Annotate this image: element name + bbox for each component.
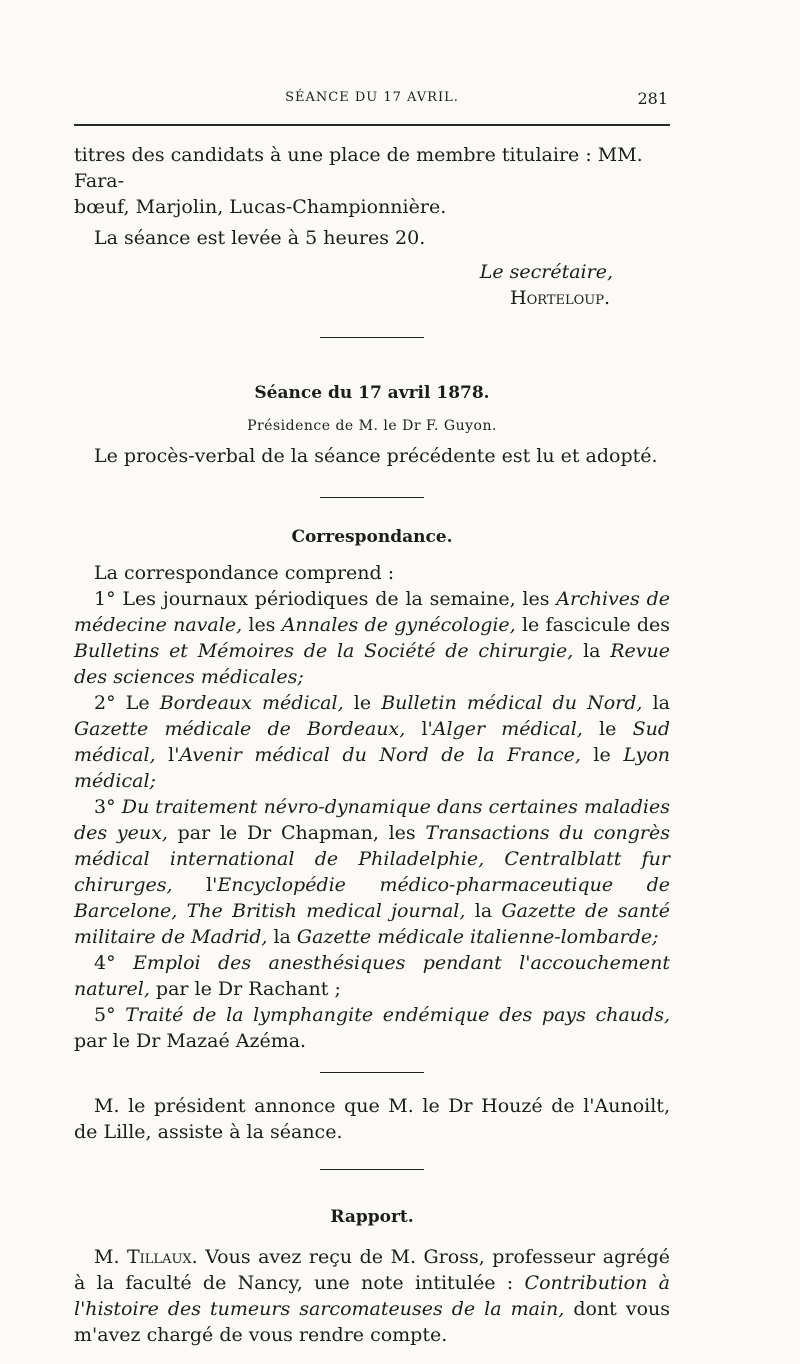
correspondance-item-1 [74,586,670,690]
running-title: SÉANCE DU 17 AVRIL. [285,90,459,105]
item-1-title-4: Revue des sciences médicales; [74,640,671,688]
closing-line-2: bœuf, Marjolin, Lucas-Championnière. [74,196,447,218]
item-4-sep-1: par le Dr Rachant ; [149,978,341,1000]
separator-rule-2 [320,497,424,498]
signature-role [74,259,670,285]
rapport-text-2: dont vous m'avez chargé de vous rendre compte. [74,1298,670,1346]
item-3-sep-1: par le Dr Chapman, les [167,822,426,844]
item-1-title-3: Bulletins et Mémoires de la Société de chirurgie, [74,640,574,662]
signature-role-text: Le secrétaire, [479,261,613,283]
running-head [74,90,670,114]
page-number: 281 [637,89,668,108]
item-3-title-2: Transactions du congrès médical international de Philadelphie, Centralblatt fur chirurges, [74,822,670,896]
session-title: Séance du 17 avril 1878. [254,383,490,403]
body-text [74,142,670,1348]
correspondance-item-5 [74,1002,670,1054]
item-2-sep-1: le [343,692,382,714]
rapport-speaker: M. Tillaux. [94,1246,198,1268]
item-2-title-6: Avenir médical du Nord de la France, [179,744,581,766]
item-3-sep-4: la [267,926,297,948]
correspondance-item-4 [74,950,670,1002]
item-4-lead: 4° [94,952,133,974]
rapport-paragraph [74,1244,670,1348]
item-2-sep-3: l' [405,718,433,740]
rapport-note-title: Contribution à l'histoire des tumeurs sarcomateuses de la main, [74,1272,671,1320]
item-2-sep-2: la [642,692,670,714]
item-1-sep-1: les [242,614,282,636]
correspondance-intro: La correspondance comprend : [94,562,395,584]
item-2-title-3: Gazette médicale de Bordeaux, [74,718,406,740]
item-2-lead: 2° Le [94,692,160,714]
item-2-title-2: Bulletin médical du Nord, [381,692,643,714]
separator-rule-4 [320,1169,424,1170]
item-2-sep-5: l' [155,744,180,766]
item-4-title-1: Emploi des anesthésiques pendant l'accouchement naturel, [74,952,670,1000]
item-1-lead: 1° Les journaux périodiques de la semaine, les [94,588,557,610]
announcement: M. le président annonce que M. le Dr Houzé de l'Aunoilt, de Lille, assiste à la séance. [74,1095,670,1143]
item-5-sep-1: par le Dr Mazaé Azéma. [74,1030,307,1052]
rapport-text-1: Vous avez reçu de M. Gross, professeur agrégé à la faculté de Nancy, une note intitulée : [74,1246,670,1294]
rapport-heading: Rapport. [330,1207,414,1227]
header-rule [74,124,670,126]
item-1-sep-2: le fascicule des [515,614,670,636]
session-presidency: Présidence de M. le Dr F. Guyon. [247,418,497,434]
item-3-title-4: Gazette de santé militaire de Madrid, [74,900,670,948]
correspondance-item-2 [74,690,670,794]
separator-rule-3 [320,1072,424,1073]
separator-rule-1 [320,337,424,338]
correspondance-heading: Correspondance. [291,527,453,547]
adjourn-line: La séance est levée à 5 heures 20. [94,227,426,249]
item-2-sep-6: le [580,744,624,766]
closing-line-1: titres des candidats à une place de membre titulaire : MM. Fara- [74,144,643,192]
item-3-title-1: Du traitement névro-dynamique dans certaines maladies des yeux, [74,796,670,844]
minutes-line: Le procès-verbal de la séance précédente est lu et adopté. [94,445,658,467]
item-1-title-2: Annales de gynécologie, [281,614,516,636]
item-3-title-5: Gazette médicale italienne-lombarde; [296,926,659,948]
item-2-title-1: Bordeaux médical, [159,692,344,714]
item-2-title-4: Alger médical, [432,718,583,740]
item-1-title-1: Archives de médecine navale, [74,588,670,636]
item-3-sep-2: l' [172,874,218,896]
item-1-sep-3: la [573,640,611,662]
signature-name: Horteloup. [510,287,610,309]
item-5-title-1: Traité de la lymphangite endémique des pays chauds, [125,1004,670,1026]
correspondance-item-3 [74,794,670,950]
item-3-title-3: Encyclopédie médico-pharmaceutique de Barcelone, The British medical journal, [74,874,670,922]
item-3-lead: 3° [94,796,122,818]
item-5-lead: 5° [94,1004,126,1026]
item-3-sep-3: la [465,900,502,922]
item-2-sep-4: le [582,718,633,740]
item-2-title-7: Lyon médical; [74,744,671,792]
item-2-title-5: Sud médical, [74,718,670,766]
